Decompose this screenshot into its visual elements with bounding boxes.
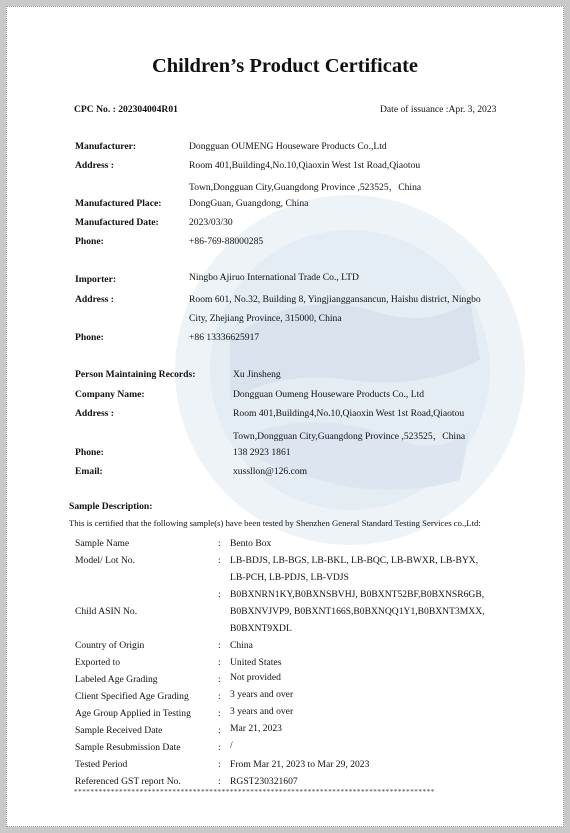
importer-label: Importer: <box>75 274 117 285</box>
age-group-colon: : <box>218 708 221 719</box>
records-person-value: Xu Jinsheng <box>233 369 281 380</box>
age-group-label: Age Group Applied in Testing <box>75 708 191 719</box>
labeled-age-value: Not provided <box>230 672 281 683</box>
received-label: Sample Received Date <box>75 725 163 736</box>
manufactured-place-value: DongGuan, Guangdong, China <box>189 198 309 209</box>
gst-label: Referenced GST report No. <box>75 776 181 787</box>
manufacturer-phone-label: Phone: <box>75 236 104 247</box>
importer-phone-label: Phone: <box>75 332 104 343</box>
records-email-value: xussllon@126.com <box>233 466 308 477</box>
gst-value: RGST230321607 <box>230 776 298 787</box>
importer-value: Ningbo Ajiruo International Trade Co., LTD <box>189 272 359 283</box>
issuance-date: Date of issuance :Apr. 3, 2023 <box>380 104 497 115</box>
country-label: Country of Origin <box>75 640 145 651</box>
client-age-colon: : <box>218 691 221 702</box>
importer-address-line1: Room 601, No.32, Building 8, Yingjianggansancun, Haishu district, Ningbo <box>189 294 481 305</box>
country-colon: : <box>218 640 221 651</box>
records-phone-value: 138 2923 1861 <box>233 447 291 458</box>
gst-colon: : <box>218 776 221 787</box>
model-colon: : <box>218 555 221 566</box>
manufacturer-phone-value: +86-769-88000285 <box>189 236 264 247</box>
manufactured-date-label: Manufactured Date: <box>75 217 159 228</box>
importer-phone-value: +86 13336625917 <box>189 332 260 343</box>
certificate-title: Children’s Product Certificate <box>151 55 419 77</box>
resubmission-colon: : <box>218 742 221 753</box>
sample-name-label: Sample Name <box>75 538 130 549</box>
client-age-label: Client Specified Age Grading <box>75 691 189 702</box>
resubmission-label: Sample Resubmission Date <box>75 742 181 753</box>
asin-line1: B0BXNRN1KY,B0BXNSBVHJ, B0BXNT52BF,B0BXNSR6GB, <box>230 589 485 600</box>
labeled-age-label: Labeled Age Grading <box>75 674 158 685</box>
age-group-value: 3 years and over <box>230 706 294 717</box>
importer-address-line2: City, Zhejiang Province, 315000, China <box>189 313 342 324</box>
resubmission-value: / <box>230 740 233 751</box>
records-address-label: Address : <box>75 408 115 419</box>
cpc-number: CPC No. : 202304004R01 <box>74 104 178 115</box>
sample-name-value: Bento Box <box>230 538 272 549</box>
manufactured-date-value: 2023/03/30 <box>189 217 233 228</box>
model-label: Model/ Lot No. <box>75 555 135 566</box>
manufactured-place-label: Manufactured Place: <box>75 198 162 209</box>
model-line1: LB-BDJS, LB-BGS, LB-BKL, LB-BQC, LB-BWXR, LB-BYX, <box>230 555 479 566</box>
records-company-value: Dongguan Oumeng Houseware Products Co., Ltd <box>233 389 425 400</box>
exported-colon: : <box>218 657 221 668</box>
client-age-value: 3 years and over <box>230 689 294 700</box>
model-line2: LB-PCH, LB-PDJS, LB-VDJS <box>230 572 349 583</box>
asin-label: Child ASIN No. <box>75 606 138 617</box>
country-value: China <box>230 640 253 651</box>
asin-line3: B0BXNT9XDL <box>230 623 292 634</box>
asin-colon: : <box>218 589 221 600</box>
sample-statement: This is certified that the following sample(s) have been tested by Shenzhen General Standard Testing Services co.,Ltd: <box>69 518 481 528</box>
tested-label: Tested Period <box>75 759 128 770</box>
separator-stars: **************************************************************************************** <box>74 788 435 796</box>
manufacturer-address-label: Address : <box>75 160 115 171</box>
tested-value: From Mar 21, 2023 to Mar 29, 2023 <box>230 759 370 770</box>
records-company-label: Company Name: <box>75 389 145 400</box>
received-colon: : <box>218 725 221 736</box>
tested-colon: : <box>218 759 221 770</box>
sample-heading: Sample Description: <box>69 501 153 512</box>
asin-line2: B0BXNVJVP9, B0BXNT166S,B0BXNQQ1Y1,B0BXNT3MXX, <box>230 606 485 617</box>
manufacturer-address-line2: Town,Dongguan City,Guangdong Province ,523525，China <box>189 182 422 193</box>
exported-value: United States <box>230 657 282 668</box>
manufacturer-value: Dongguan OUMENG Houseware Products Co.,Ltd <box>189 141 387 152</box>
records-address-line1: Room 401,Building4,No.10,Qiaoxin West 1st Road,Qiaotou <box>233 408 465 419</box>
sample-name-colon: : <box>218 538 221 549</box>
received-value: Mar 21, 2023 <box>230 723 282 734</box>
exported-label: Exported to <box>75 657 121 668</box>
records-email-label: Email: <box>75 466 103 477</box>
records-phone-label: Phone: <box>75 447 104 458</box>
manufacturer-address-line1: Room 401,Building4,No.10,Qiaoxin West 1st Road,Qiaotou <box>189 160 421 171</box>
labeled-age-colon: : <box>218 674 221 685</box>
records-person-label: Person Maintaining Records: <box>75 369 196 380</box>
records-address-line2: Town,Dongguan City,Guangdong Province ,523525，China <box>233 431 466 442</box>
manufacturer-label: Manufacturer: <box>75 141 137 152</box>
importer-address-label: Address : <box>75 294 115 305</box>
